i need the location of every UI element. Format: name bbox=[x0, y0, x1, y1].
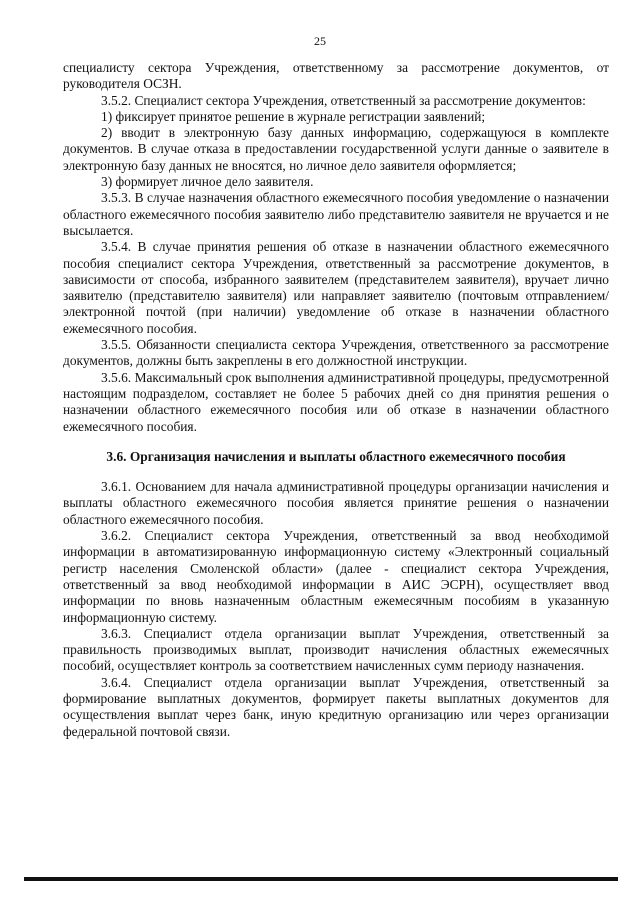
document-body bbox=[63, 60, 609, 740]
paragraph: 3.6.1. Основанием для начала административной процедуры организации начисления и выплаты областного ежемесячного пособия является принятие решения о назначении областного ежемесячного пособия. bbox=[63, 479, 609, 527]
paragraph: специалисту сектора Учреждения, ответственному за рассмотрение документов, от руководителя ОСЗН. bbox=[63, 60, 609, 92]
section-heading: 3.6. Организация начисления и выплаты областного ежемесячного пособия bbox=[106, 448, 566, 464]
bottom-rule bbox=[24, 877, 618, 881]
paragraph: 3.5.4. В случае принятия решения об отказе в назначении областного ежемесячного пособия специалист сектора Учреждения, ответственный за рассмотрение документов, в зависимости от способа, избранного заявителем (представителем заявителя), вручает лично заявителю (представителю заявителя) или направляет заявителю (почтовым отправлением/электронной почтой (при наличии) уведомление об отказе в назначении областного ежемесячного пособия. bbox=[63, 239, 609, 336]
paragraph: 1) фиксирует принятое решение в журнале регистрации заявлений; bbox=[101, 108, 486, 124]
paragraph: 3.5.6. Максимальный срок выполнения административной процедуры, предусмотренной настоящим подразделом, составляет не более 5 рабочих дней со дня принятия решения о назначении областного ежемесячного пособия или об отказе в назначении областного ежемесячного пособия. bbox=[63, 369, 609, 434]
paragraph: 3.6.4. Специалист отдела организации выплат Учреждения, ответственный за формирование выплатных документов, формирует пакеты выплатных документов для осуществления выплат через банк, иную кредитную организацию или через организации федеральной почтовой связи. bbox=[63, 674, 609, 739]
paragraphs-before-section bbox=[63, 60, 609, 435]
page-number: 25 bbox=[314, 34, 326, 48]
paragraph: 3.6.2. Специалист сектора Учреждения, ответственный за ввод необходимой информации в автоматизированную информационную систему «Электронный социальный регистр населения Смоленской области» (далее - специалист сектора Учреждения, ответственный за ввод необходимой информации в АИС ЭСРН), осуществляет ввод информации по вновь назначенным областным ежемесячным пособиям в указанную информационную систему. bbox=[63, 528, 609, 625]
paragraphs-after-section bbox=[63, 479, 609, 740]
paragraph: 3.5.2. Специалист сектора Учреждения, ответственный за рассмотрение документов: bbox=[101, 92, 586, 108]
paragraph: 3.6.3. Специалист отдела организации выплат Учреждения, ответственный за правильность производимых выплат, производит начисления областных ежемесячных пособий, осуществляет контроль за соответствием начисленных сумм периоду назначения. bbox=[63, 625, 609, 674]
paragraph: 3) формирует личное дело заявителя. bbox=[101, 174, 314, 190]
paragraph: 2) вводит в электронную базу данных информацию, содержащуюся в комплекте документов. В случае отказа в предоставлении государственной услуги данные о заявителе в электронную базу данных не вносятся, но личное дело заявителя оформляется; bbox=[63, 125, 609, 173]
paragraph: 3.5.3. В случае назначения областного ежемесячного пособия уведомление о назначении областного ежемесячного пособия заявителю либо представителю заявителя не вручается и не высылается. bbox=[63, 190, 609, 238]
paragraph: 3.5.5. Обязанности специалиста сектора Учреждения, ответственного за рассмотрение документов, должны быть закреплены в его должностной инструкции. bbox=[63, 337, 609, 369]
